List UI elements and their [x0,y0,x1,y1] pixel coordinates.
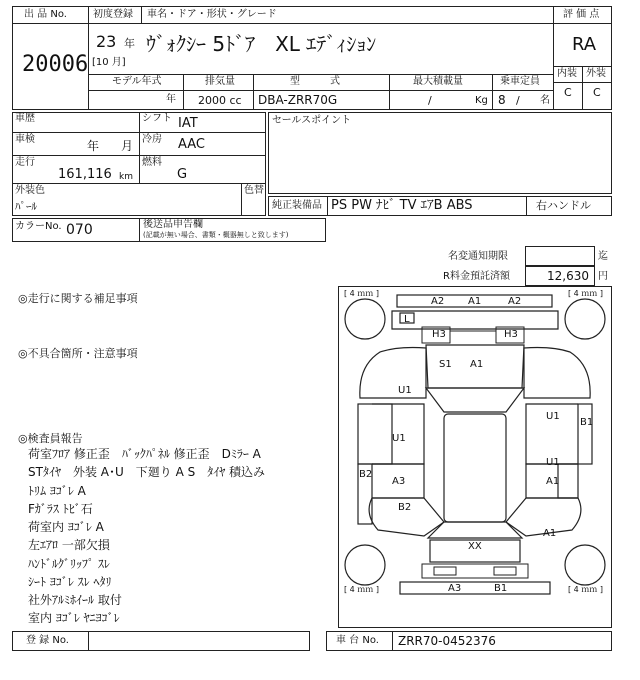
inspector-line: 社外ｱﾙﾐﾎｲｰﾙ 取付 [28,593,122,607]
documents-label: 後送品申告欄 [143,219,203,230]
ac-label: 冷房 [142,134,162,145]
fuel-label: 燃料 [142,157,162,168]
tire-br-label: [ 4 ｍｍ ] [568,585,603,594]
shift-value: IAT [178,116,198,131]
front-bumper-center: A1 [468,296,482,307]
year-unit: 年 [124,37,135,50]
tire-bl-label: [ 4 ｍｍ ] [344,585,379,594]
capacity-label: 乗車定員 [500,76,540,87]
hood-label-2: A1 [470,359,484,370]
mileage-label: 走行 [15,157,35,168]
ac-value: AAC [178,137,205,152]
exterior-value: C [593,86,601,99]
defects-label: ◎不具合箇所・注意事項 [18,347,138,360]
front-fender-left [360,348,426,399]
car-damage-diagram [338,286,612,628]
left-front-door-label: U1 [392,433,406,444]
inspection-label: 車検 [15,134,35,145]
right-rear-door-label: U1 [546,457,560,468]
color-no-label: カラーNo. [15,221,62,232]
front-fender-right [524,348,590,399]
lot-label: 出 品 No. [24,9,67,20]
reg-no-label: 登 録 No. [26,635,69,646]
hood-label-1: S1 [439,359,452,370]
max-load-label: 最大積載量 [413,76,463,87]
shift-label: シフト [142,113,172,124]
inspector-line: ｼｰﾄ ﾖｺﾞﾚ ｽﾚ ﾍﾀﾘ [28,575,112,589]
rear-plate-right [494,567,516,575]
inspector-line: 室内 ﾖｺﾞﾚ ﾔﾆﾖｺﾞﾚ [28,611,120,625]
type-value: DBA-ZRR70G [258,93,338,107]
windshield [426,388,524,412]
color-no-value: 070 [66,222,93,238]
first-reg-month: [10 月] [92,57,126,68]
inspection-year-unit: 年 [87,139,100,153]
grade-value: RA [572,34,597,55]
rear-window [428,522,522,538]
ext-color-value: ﾊﾟｰﾙ [15,200,37,213]
rear-bumper [400,582,550,594]
right-rear-quarter-box [558,464,578,498]
rear-bumper-left: A3 [448,583,462,594]
recycle-unit: 円 [598,271,608,282]
name-change-box [525,246,595,266]
capacity-unit: 名 [540,95,550,106]
mileage-value: 161,116 [58,167,112,182]
displacement-label: 排気量 [205,76,235,87]
name-change-label: 名変通知期限 [448,251,508,262]
diagram-frame [339,287,612,628]
displacement-value: 2000 cc [198,94,242,107]
tire-rear-right [565,545,605,585]
fuel-value: G [177,167,188,182]
inspector-line: Fｶﾞﾗｽ ﾄﾋﾞ石 [28,502,93,516]
inspector-line: 荷室ﾌﾛｱ 修正歪 ﾊﾞｯｸﾊﾟﾈﾙ 修正歪 Dﾐﾗｰ A [28,447,261,461]
interior-value: C [564,86,572,99]
driving-notes-label: ◎走行に関する補足事項 [18,292,138,305]
ext-color-label: 外装色 [15,185,45,196]
chassis-label: 車 台 No. [336,635,379,646]
inspector-line: 荷室内 ﾖｺﾞﾚ A [28,520,104,534]
right-front-door-label: U1 [546,411,560,422]
mileage-unit: km [119,172,133,182]
left-rear-door-label: A3 [392,476,406,487]
back-door-label: XX [468,541,482,552]
left-side-panel-label: B2 [359,469,373,480]
right-front-panel-label: B1 [580,417,594,428]
tire-front-right [565,299,605,339]
sales-points-label: セールスポイント [272,115,352,126]
chassis-no: ZRR70-0452376 [398,634,496,648]
capacity-value: 8 [498,93,506,107]
left-front-door [358,404,392,464]
max-load-unit: Kg [475,95,488,106]
inspector-line: STﾀｲﾔ 外装 A･U 下廻り A S ﾀｲﾔ 積込み [28,465,266,479]
tire-tl-label: [ 4 ｍｍ ] [344,289,379,298]
grade-label: 評 価 点 [563,9,600,20]
max-load-sep: / [428,94,432,107]
right-front-panel [578,404,592,464]
equipment-label: 純正装備品 [272,200,322,211]
type-label: 型 式 [290,76,340,87]
rear-plate [434,567,456,575]
inspector-line: 左ｴｱﾛ 一部欠損 [28,538,110,552]
first-reg-year: 23 [96,32,117,51]
interior-label: 内装 [557,68,577,79]
equipment-value: PS PW ﾅﾋﾞ TV ｴｱB ABS [331,198,473,213]
model-year-label: モデル年式 [112,76,162,87]
inspector-line: ﾊﾝﾄﾞﾙｸﾞﾘｯﾌﾟ ｽﾚ [28,557,110,571]
front-plate-mark: L [404,314,410,325]
car-name: ｳﾞｫｸｼｰ 5ﾄﾞｱ XL ｴﾃﾞｨｼｮﾝ [146,32,377,56]
rear-bumper-right: B1 [494,583,508,594]
left-rear-quarter-label: B2 [398,502,412,513]
roof [444,414,506,522]
inspector-line: ﾄﾘﾑ ﾖｺﾞﾚ A [28,484,86,498]
history-label: 車歴 [15,113,35,124]
name-change-unit: 迄 [598,251,608,262]
car-name-label: 車名・ドア・形状・グレード [147,9,277,20]
recycle-amount: 12,630 [547,269,589,283]
exterior-label: 外装 [586,68,606,79]
recycle-label: R料金預託済額 [443,271,510,282]
rear-light-bar [422,564,528,578]
tire-tr-label: [ 4 ｍｍ ] [568,289,603,298]
repaint-label: 色替 [244,185,264,196]
right-rear-quarter-label: A1 [543,528,557,539]
inspection-month-unit: 月 [121,139,134,153]
model-year-unit: 年 [166,94,176,105]
tire-front-left [345,299,385,339]
tire-rear-left [345,545,385,585]
right-rear-door-2-label: A1 [546,476,560,487]
capacity-sep: / [516,94,520,107]
lot-number: 20006 [22,52,89,77]
front-panel [392,311,558,329]
headlight-left-label: H3 [432,329,446,340]
left-fender-label: U1 [398,385,412,396]
first-reg-label: 初度登録 [93,9,133,20]
headlight-right-label: H3 [504,329,518,340]
inspector-label: ◎検査員報告 [18,432,83,445]
front-bumper-right: A2 [508,296,522,307]
front-bumper-left: A2 [431,296,445,307]
steering-value: 右ハンドル [536,199,591,212]
documents-note: (記載が無い場合、書類・概器無しと致します) [143,231,289,239]
